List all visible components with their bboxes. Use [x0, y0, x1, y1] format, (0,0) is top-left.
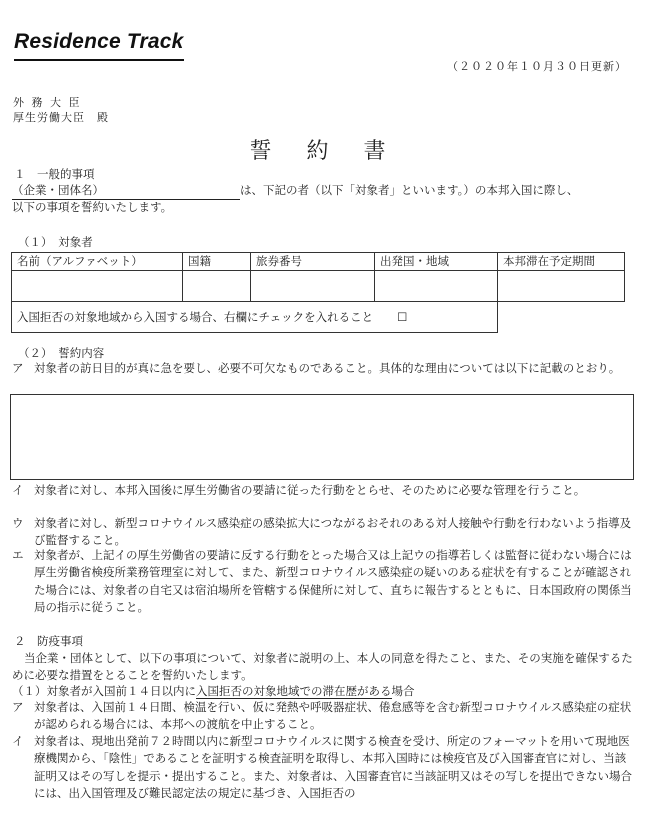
restricted-checkbox[interactable]: ☐: [397, 309, 408, 324]
reason-textbox[interactable]: [10, 394, 634, 480]
restricted-region-row: [12, 302, 498, 333]
input-nationality[interactable]: [183, 271, 251, 302]
header-stay-period: 本邦滞在予定期間: [498, 253, 625, 271]
restricted-note: 入国拒否の対象地域から入国する場合、右欄にチェックを入れること: [17, 309, 374, 324]
subheading-underlined: 入国拒否の対象地域での滞在歴がある: [196, 684, 392, 698]
pledge-item-a: [12, 360, 632, 377]
updated-date: （２０２０年１０月３０日更新）: [447, 60, 627, 73]
item-text: 対象者は、現地出発前７２時間以内に新型コロナウイルスに関する検査を受け、所定のフォーマットを用いて現地医療機関から、「陰性」であることを証明する検査証明を取得し、本邦入国時には検疫官及び入国審査官に対し、当該証明又はその写しを提示・提出すること。また、対象者は、入国審査官に当該証明又はその写しを提出できない場合には、出入国管理及び難民認定法の規定に基づき、入国拒否の: [34, 734, 632, 800]
item-text: 対象者に対し、本邦入国後に厚生労働省の要請に従った行動をとらせ、そのために必要な管理を行うこと。: [34, 483, 586, 497]
quarantine-item-a: [12, 699, 632, 734]
addressee-foreign-minister: 外 務 大 臣: [13, 96, 82, 109]
company-line-text: は、下記の者（以下「対象者」といいます。）の本邦入国に際し、: [240, 183, 579, 197]
input-departure[interactable]: [375, 271, 498, 302]
item-text: 対象者の訪日目的が真に急を要し、必要不可欠なものであること。具体的な理由については以下に記載のとおり。: [34, 361, 621, 375]
item-text: 対象者に対し、新型コロナウイルス感染症の感染拡大につながるおそれのある対人接触や行動を行わないよう指導及び監督すること。: [34, 516, 632, 548]
item-marker: ア: [12, 361, 24, 375]
addressee-health-minister: 厚生労働大臣 殿: [13, 111, 109, 124]
pledge-item-i: [12, 482, 632, 499]
item-marker: イ: [12, 483, 24, 497]
section2-intro: 当企業・団体として、以下の事項について、対象者に説明の上、本人の同意を得たこと、また、その実施を確保するために必要な措置をとることを誓約いたします。: [12, 651, 633, 683]
header-passport: 旅券番号: [251, 253, 375, 271]
item-text: 対象者は、入国前１４日間、検温を行い、仮に発熱や呼吸器症状、倦怠感等を含む新型コロナウイルス感染症の症状が認められる場合には、本邦への渡航を中止すること。: [34, 700, 632, 732]
document-title: 誓 約 書: [249, 139, 400, 164]
subheading-suffix: 場合: [391, 684, 415, 698]
item-marker: エ: [12, 548, 24, 562]
header-name: 名前（アルファベット）: [12, 253, 183, 271]
company-line: [12, 182, 644, 200]
item-marker: ア: [12, 700, 24, 714]
residence-track-title: Residence Track: [14, 26, 184, 61]
pledge-item-u: [12, 515, 632, 550]
item-marker: イ: [12, 734, 24, 748]
item-marker: ウ: [12, 516, 24, 530]
subject-heading: （１） 対象者: [18, 235, 93, 249]
input-passport[interactable]: [251, 271, 375, 302]
section2-subheading: [12, 683, 415, 700]
input-name[interactable]: [12, 271, 183, 302]
item-text: 対象者が、上記イの厚生労働省の要請に反する行動をとった場合又は上記ウの指導若しくは監督に従わない場合には厚生労働省検疫所業務管理室に対して、また、新型コロナウイルス感染症の疑いのある症状を有することが確認された場合には、対象者の自宅又は宿泊場所を管轄する保健所に対して、直ちに報告するとともに、日本国政府の関係当局の指示に従うこと。: [34, 548, 632, 614]
section1-heading: １ 一般的事項: [14, 167, 95, 181]
quarantine-item-i: [12, 733, 632, 802]
input-stay-period[interactable]: [498, 271, 625, 302]
company-line-2: 以下の事項を誓約いたします。: [12, 200, 173, 214]
subheading-prefix: （１）対象者が入国前１４日以内に: [12, 684, 196, 698]
header-nationality: 国籍: [183, 253, 251, 271]
pledge-item-e: [12, 547, 632, 616]
header-departure: 出発国・地域: [375, 253, 498, 271]
pledge-heading: （２） 誓約内容: [18, 346, 105, 360]
company-name-field[interactable]: （企業・団体名）: [12, 182, 240, 200]
subject-table: [11, 252, 625, 333]
section2-heading: ２ 防疫事項: [14, 634, 83, 648]
